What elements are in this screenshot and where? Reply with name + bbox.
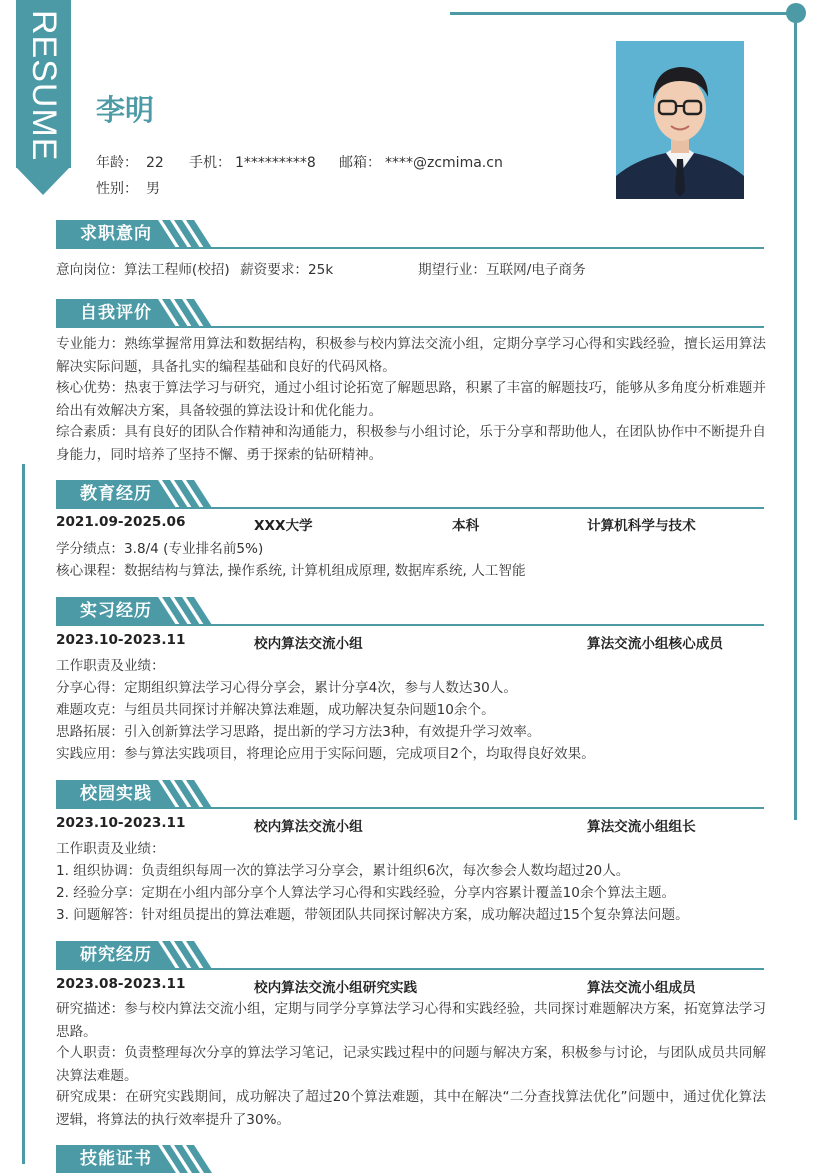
email-info — [339, 152, 503, 172]
section-header-self-eval — [56, 299, 764, 329]
left-decor-line — [22, 464, 25, 1164]
age-info — [96, 152, 164, 172]
self-eval-quality: 综合素质：具有良好的团队合作精神和沟通能力，积极参与小组讨论，乐于分享和帮助他人，在团队协作中不断提升自身能力，同时培养了坚持不懈、勇于探索的钻研精神。 — [56, 424, 766, 463]
email-label: 邮箱： — [339, 155, 381, 171]
salary-label: 薪资要求： — [240, 262, 309, 278]
age-value: 22 — [146, 155, 164, 171]
top-decor-line — [450, 12, 798, 15]
salary-value: 25k — [308, 262, 334, 278]
campus-line: 工作职责及业绩： — [56, 841, 165, 857]
research-description: 研究描述：参与校内算法交流小组，定期与同学分享算法学习心得和实践经验，共同探讨难题解决方案，拓宽算法学习思路。 — [56, 1001, 766, 1040]
education-courses: 核心课程：数据结构与算法, 操作系统, 计算机组成原理, 数据库系统, 人工智能 — [56, 563, 526, 579]
research-role: 算法交流小组成员 — [587, 980, 696, 996]
education-school: XXX大学 — [254, 518, 313, 534]
self-eval-professional: 专业能力：熟练掌握常用算法和数据结构，积极参与校内算法交流小组，定期分享学习心得和实践经验，擅长运用算法解决实际问题，具备扎实的编程基础和良好的代码风格。 — [56, 336, 766, 375]
age-label: 年龄： — [96, 155, 138, 171]
campus-line: 1. 组织协调：负责组织每周一次的算法学习分享会，累计组织6次，每次参会人数均超过20人。 — [56, 863, 630, 879]
education-degree: 本科 — [452, 518, 480, 534]
internship-line: 工作职责及业绩： — [56, 658, 165, 674]
industry-label: 期望行业： — [418, 262, 486, 278]
resume-ribbon — [16, 0, 71, 195]
resume-ribbon-text: RESUME — [25, 10, 63, 162]
gender-info — [96, 178, 160, 198]
internship-line: 实践应用：参与算法实践项目，将理论应用于实际问题，完成项目2个，均取得良好效果。 — [56, 746, 595, 762]
section-title: 校园实践 — [80, 784, 152, 804]
section-header-education — [56, 480, 764, 510]
campus-line: 3. 问题解答：针对组员提出的算法难题，带领团队共同探讨解决方案，成功解决超过15个复杂算法问题。 — [56, 907, 689, 923]
phone-value: 1*********8 — [235, 155, 316, 171]
education-major: 计算机科学与技术 — [587, 518, 696, 534]
internship-line: 思路拓展：引入创新算法学习思路，提出新的学习方法3种，有效提升学习效率。 — [56, 724, 541, 740]
position-value: 算法工程师(校招) — [123, 262, 230, 278]
internship-org: 校内算法交流小组 — [254, 636, 363, 652]
intention-row — [56, 259, 766, 281]
industry-value: 互联网/电子商务 — [485, 262, 586, 278]
section-title: 自我评价 — [80, 303, 152, 323]
research-org: 校内算法交流小组研究实践 — [254, 980, 418, 996]
section-title: 求职意向 — [80, 224, 152, 244]
section-header-intention — [56, 220, 764, 250]
section-title: 技能证书 — [80, 1149, 152, 1169]
internship-period: 2023.10-2023.11 — [56, 632, 186, 648]
campus-org: 校内算法交流小组 — [254, 819, 363, 835]
research-duty: 个人职责：负责整理每次分享的算法学习笔记，记录实践过程中的问题与解决方案，积极参与讨论，与团队成员共同解决算法难题。 — [56, 1045, 766, 1084]
research-period: 2023.08-2023.11 — [56, 976, 186, 992]
education-period: 2021.09-2025.06 — [56, 514, 186, 530]
section-header-research — [56, 941, 764, 971]
campus-period: 2023.10-2023.11 — [56, 815, 186, 831]
research-result: 研究成果：在研究实践期间，成功解决了超过20个算法难题，其中在解决“二分查找算法优化”问题中，通过优化算法逻辑，将算法的执行效率提升了30%。 — [56, 1089, 766, 1128]
internship-line: 分享心得：定期组织算法学习心得分享会，累计分享4次，参与人数达30人。 — [56, 680, 517, 696]
section-title: 研究经历 — [80, 945, 152, 965]
email-value: ****@zcmima.cn — [385, 155, 503, 171]
section-title: 实习经历 — [80, 601, 152, 621]
industry-info — [418, 259, 586, 281]
internship-role: 算法交流小组核心成员 — [587, 636, 723, 652]
section-title: 教育经历 — [80, 484, 152, 504]
campus-line: 2. 经验分享：定期在小组内部分享个人算法学习心得和实践经验，分享内容累计覆盖10余个算法主题。 — [56, 885, 676, 901]
self-eval-strength: 核心优势：热衷于算法学习与研究，通过小组讨论拓宽了解题思路，积累了丰富的解题技巧，能够从多角度分析难题并给出有效解决方案，具备较强的算法设计和优化能力。 — [56, 380, 766, 419]
section-header-skills — [56, 1145, 764, 1175]
right-decor-line — [794, 14, 797, 820]
section-header-campus — [56, 780, 764, 810]
internship-line: 难题攻克：与组员共同探讨并解决算法难题，成功解决复杂问题10余个。 — [56, 702, 495, 718]
phone-label: 手机： — [189, 155, 231, 171]
gender-label: 性别： — [96, 181, 138, 197]
profile-photo — [616, 41, 744, 199]
phone-info — [189, 152, 316, 172]
gender-value: 男 — [146, 181, 160, 197]
campus-role: 算法交流小组组长 — [587, 819, 696, 835]
section-header-internship — [56, 597, 764, 627]
candidate-name: 李明 — [96, 93, 155, 127]
education-gpa: 学分绩点：3.8/4 (专业排名前5%) — [56, 541, 264, 557]
position-label: 意向岗位： — [56, 262, 124, 278]
